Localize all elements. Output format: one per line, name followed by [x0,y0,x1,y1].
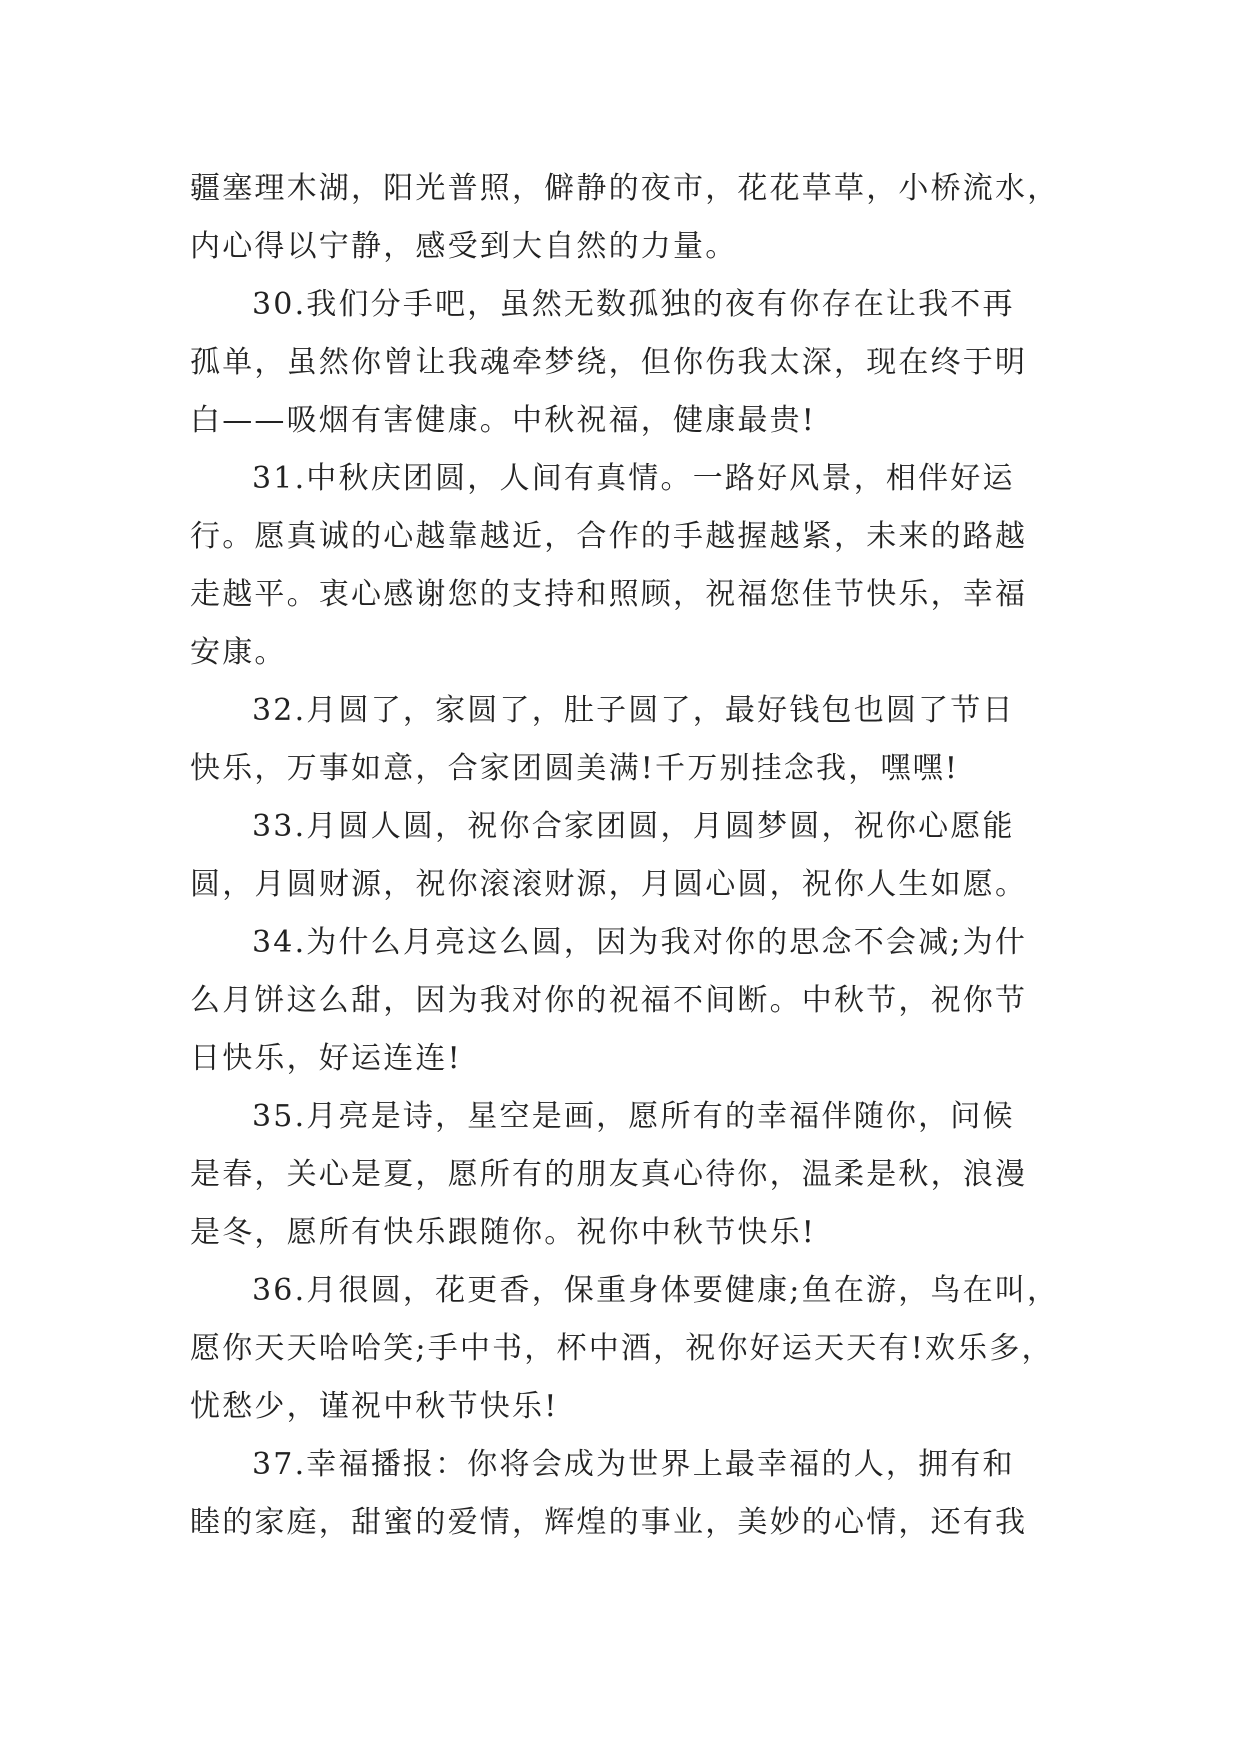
text-line: 31.中秋庆团圆，人间有真情。一路好风景，相伴好运 [252,461,1015,496]
text-line: 愿你天天哈哈笑;手中书，杯中酒，祝你好运天天有!欢乐多， [190,1331,1054,1366]
text-line: 37.幸福播报：你将会成为世界上最幸福的人，拥有和 [252,1447,1015,1482]
text-line: 睦的家庭，甜蜜的爱情，辉煌的事业，美妙的心情，还有我 [190,1505,1028,1540]
text-line: 30.我们分手吧，虽然无数孤独的夜有你存在让我不再 [252,287,1015,322]
text-line: 内心得以宁静，感受到大自然的力量。 [190,229,738,264]
text-line: 疆塞理木湖，阳光普照，僻静的夜市，花花草草，小桥流水， [190,171,1060,206]
paragraph-p32 [190,682,1090,798]
text-line: 行。愿真诚的心越靠越近，合作的手越握越紧，未来的路越 [190,519,1028,554]
text-line: 孤单，虽然你曾让我魂牵梦绕，但你伤我太深，现在终于明 [190,345,1028,380]
paragraph-p31 [190,450,1090,682]
paragraph-p29-tail [190,160,1090,276]
text-line: 忧愁少，谨祝中秋节快乐! [190,1389,559,1424]
text-line: 快乐，万事如意，合家团圆美满!千万别挂念我，嘿嘿! [190,751,960,786]
text-line: 35.月亮是诗，星空是画，愿所有的幸福伴随你，问候 [252,1099,1015,1134]
text-line: 安康。 [190,635,287,670]
paragraph-p34 [190,914,1090,1088]
paragraph-p30 [190,276,1090,450]
text-line: 34.为什么月亮这么圆，因为我对你的思念不会减;为什 [252,925,1028,960]
text-line: 是春，关心是夏，愿所有的朋友真心待你，温柔是秋，浪漫 [190,1157,1028,1192]
paragraph-p37 [190,1436,1090,1552]
text-line: 白——吸烟有害健康。中秋祝福，健康最贵! [190,403,817,438]
paragraph-p33 [190,798,1090,914]
text-line: 是冬，愿所有快乐跟随你。祝你中秋节快乐! [190,1215,817,1250]
text-line: 圆，月圆财源，祝你滚滚财源，月圆心圆，祝你人生如愿。 [190,867,1028,902]
text-line: 日快乐，好运连连! [190,1041,462,1076]
text-line: 33.月圆人圆，祝你合家团圆，月圆梦圆，祝你心愿能 [252,809,1015,844]
paragraph-p36 [190,1262,1090,1436]
text-line: 36.月很圆，花更香，保重身体要健康;鱼在游，鸟在叫， [252,1273,1060,1308]
paragraph-p35 [190,1088,1090,1262]
text-line: 么月饼这么甜，因为我对你的祝福不间断。中秋节，祝你节 [190,983,1028,1018]
text-line: 走越平。衷心感谢您的支持和照顾，祝福您佳节快乐，幸福 [190,577,1028,612]
text-line: 32.月圆了，家圆了，肚子圆了，最好钱包也圆了节日 [252,693,1015,728]
document-body [190,160,1090,1552]
